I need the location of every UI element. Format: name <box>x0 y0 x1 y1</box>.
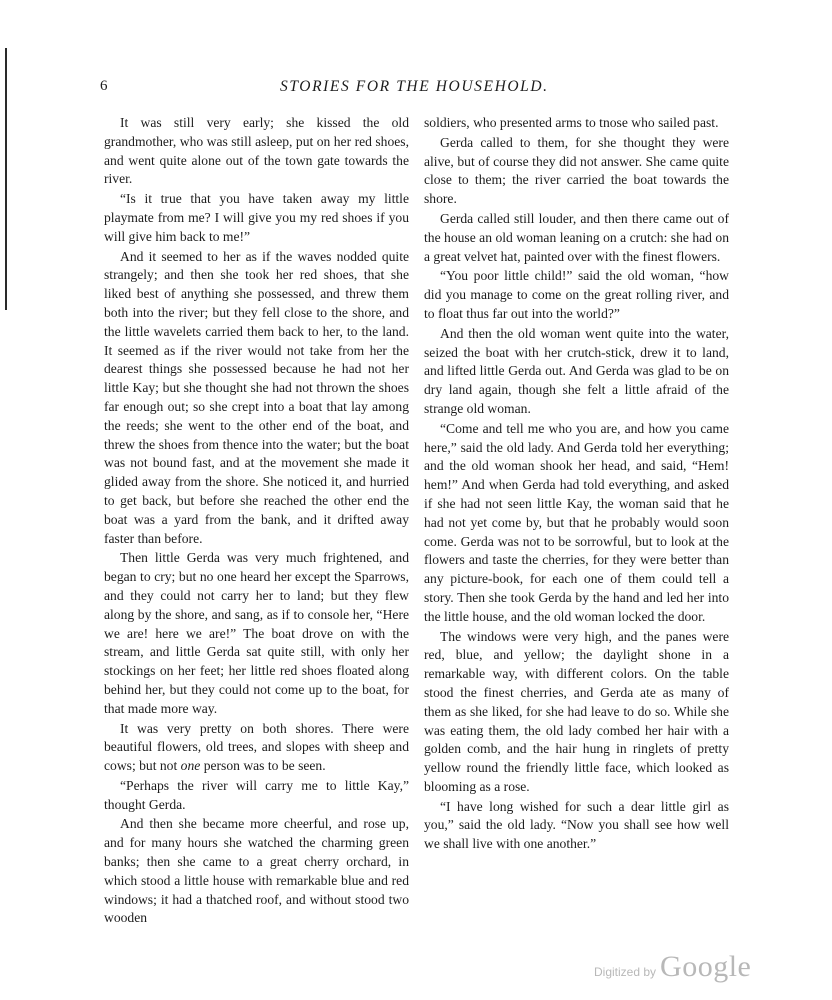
paragraph: The windows were very high, and the panes were red, blue, and yellow; the daylight shone in a remarkable way, with different colors. On the table stood the finest cherries, and Gerda ate as many of them as she liked, for she had leave to do so. While she was eating them, the old lady combed her hair with a golden comb, and the hair hung in ringlets of pretty yellow round the friendly little face, which looked as blooming as a rose. <box>424 628 729 794</box>
digitized-by-watermark <box>594 950 751 984</box>
page-binding-edge <box>5 48 7 310</box>
paragraph: “Come and tell me who you are, and how you came here,” said the old lady. And Gerda told her everything; and the old woman shook her head, and said, “Hem! hem!” And when Gerda had told everything, and asked if she had not seen little Kay, the woman said that he had not yet come by, but that he probably would soon come. Gerda was not to be sorrowful, but to look at the flowers and taste the cherries, for they were better than any picture-book, for each one of them could tell a story. Then she took Gerda by the hand and led her into the little house, and the old woman locked the door. <box>424 420 729 624</box>
running-title: STORIES FOR THE HOUSEHOLD. <box>280 78 549 95</box>
paragraph: “I have long wished for such a dear little girl as you,” said the old lady. “Now you shall see how well we shall live with one another.” <box>424 798 729 852</box>
paragraph: Then little Gerda was very much frightened, and began to cry; but no one heard her except the Sparrows, and they could not carry her to land; but they flew along by the shore, and sang, as if to console her, “Here we are! here we are!” The boat drove on with the stream, and little Gerda sat quite still, with only her stockings on her feet; her little red shoes floated along behind her, but they could not come up to the boat, for that made more way. <box>104 550 409 716</box>
paragraph: “Perhaps the river will carry me to little Kay,” thought Gerda. <box>104 777 409 812</box>
paragraph: Gerda called to them, for she thought they were alive, but of course they did not answer. She came quite close to them; the river carried the boat towards the shore. <box>424 134 729 207</box>
paragraph: “Is it true that you have taken away my little playmate from me? I will give you my red shoes if you will give him back to me!” <box>104 191 409 244</box>
google-wordmark: Google <box>660 950 752 983</box>
left-text-column <box>104 114 409 928</box>
paragraph: And it seemed to her as if the waves nodded quite strangely; and then she took her red shoes, that she liked best of anything she possessed, and threw them both into the river; but they fell close to the shore, and the little wavelets carried them back to her, to the land. It seemed as if the river would not take from her the dearest things she possessed because he had not her little Kay; but she thought she had not thrown the shoes far enough out; so she crept into a boat that lay among the reeds; she went to the other end of the boat, and threw the shoes from thence into the water; but the boat was not bound fast, and at the movement she made it glided away from the shore. She noticed it, and hurried to get back, but before she reached the other end the boat was a yard from the bank, and it drifted away faster than before. <box>104 248 409 546</box>
paragraph-text: It was very pretty on both shores. There were beautiful flowers, old trees, and slopes with sheep and cows; but not <box>104 720 409 774</box>
page-number: 6 <box>100 78 109 94</box>
emphasized-word: one <box>180 758 201 774</box>
watermark-prefix: Digitized by <box>594 965 657 979</box>
paragraph: It was still very early; she kissed the old grandmother, who was still asleep, put on her red shoes, and went quite alone out of the town gate towards the river. <box>104 115 409 187</box>
paragraph: “You poor little child!” said the old woman, “how did you manage to come on the great rolling river, and to float thus far out into the world?” <box>424 268 729 321</box>
right-text-column <box>424 114 729 854</box>
paragraph-text: person was to be seen. <box>200 758 326 774</box>
paragraph-continued: soldiers, who presented arms to tnose who sailed past. <box>424 115 719 130</box>
paragraph: And then the old woman went quite into the water, seized the boat with her crutch-stick, drew it to land, and lifted little Gerda out. And Gerda was glad to be on dry land again, though she felt a little afraid of the strange old woman. <box>424 325 729 416</box>
paragraph <box>104 720 409 776</box>
paragraph: And then she became more cheerful, and rose up, and for many hours she watched the charming green banks; then she came to a great cherry orchard, in which stood a little house with remarkable blue and red windows; it had a thatched roof, and without stood two wooden <box>104 816 409 926</box>
paragraph: Gerda called still louder, and then there came out of the house an old woman leaning on a crutch: she had on a great velvet hat, painted over with the finest flowers. <box>424 210 729 264</box>
